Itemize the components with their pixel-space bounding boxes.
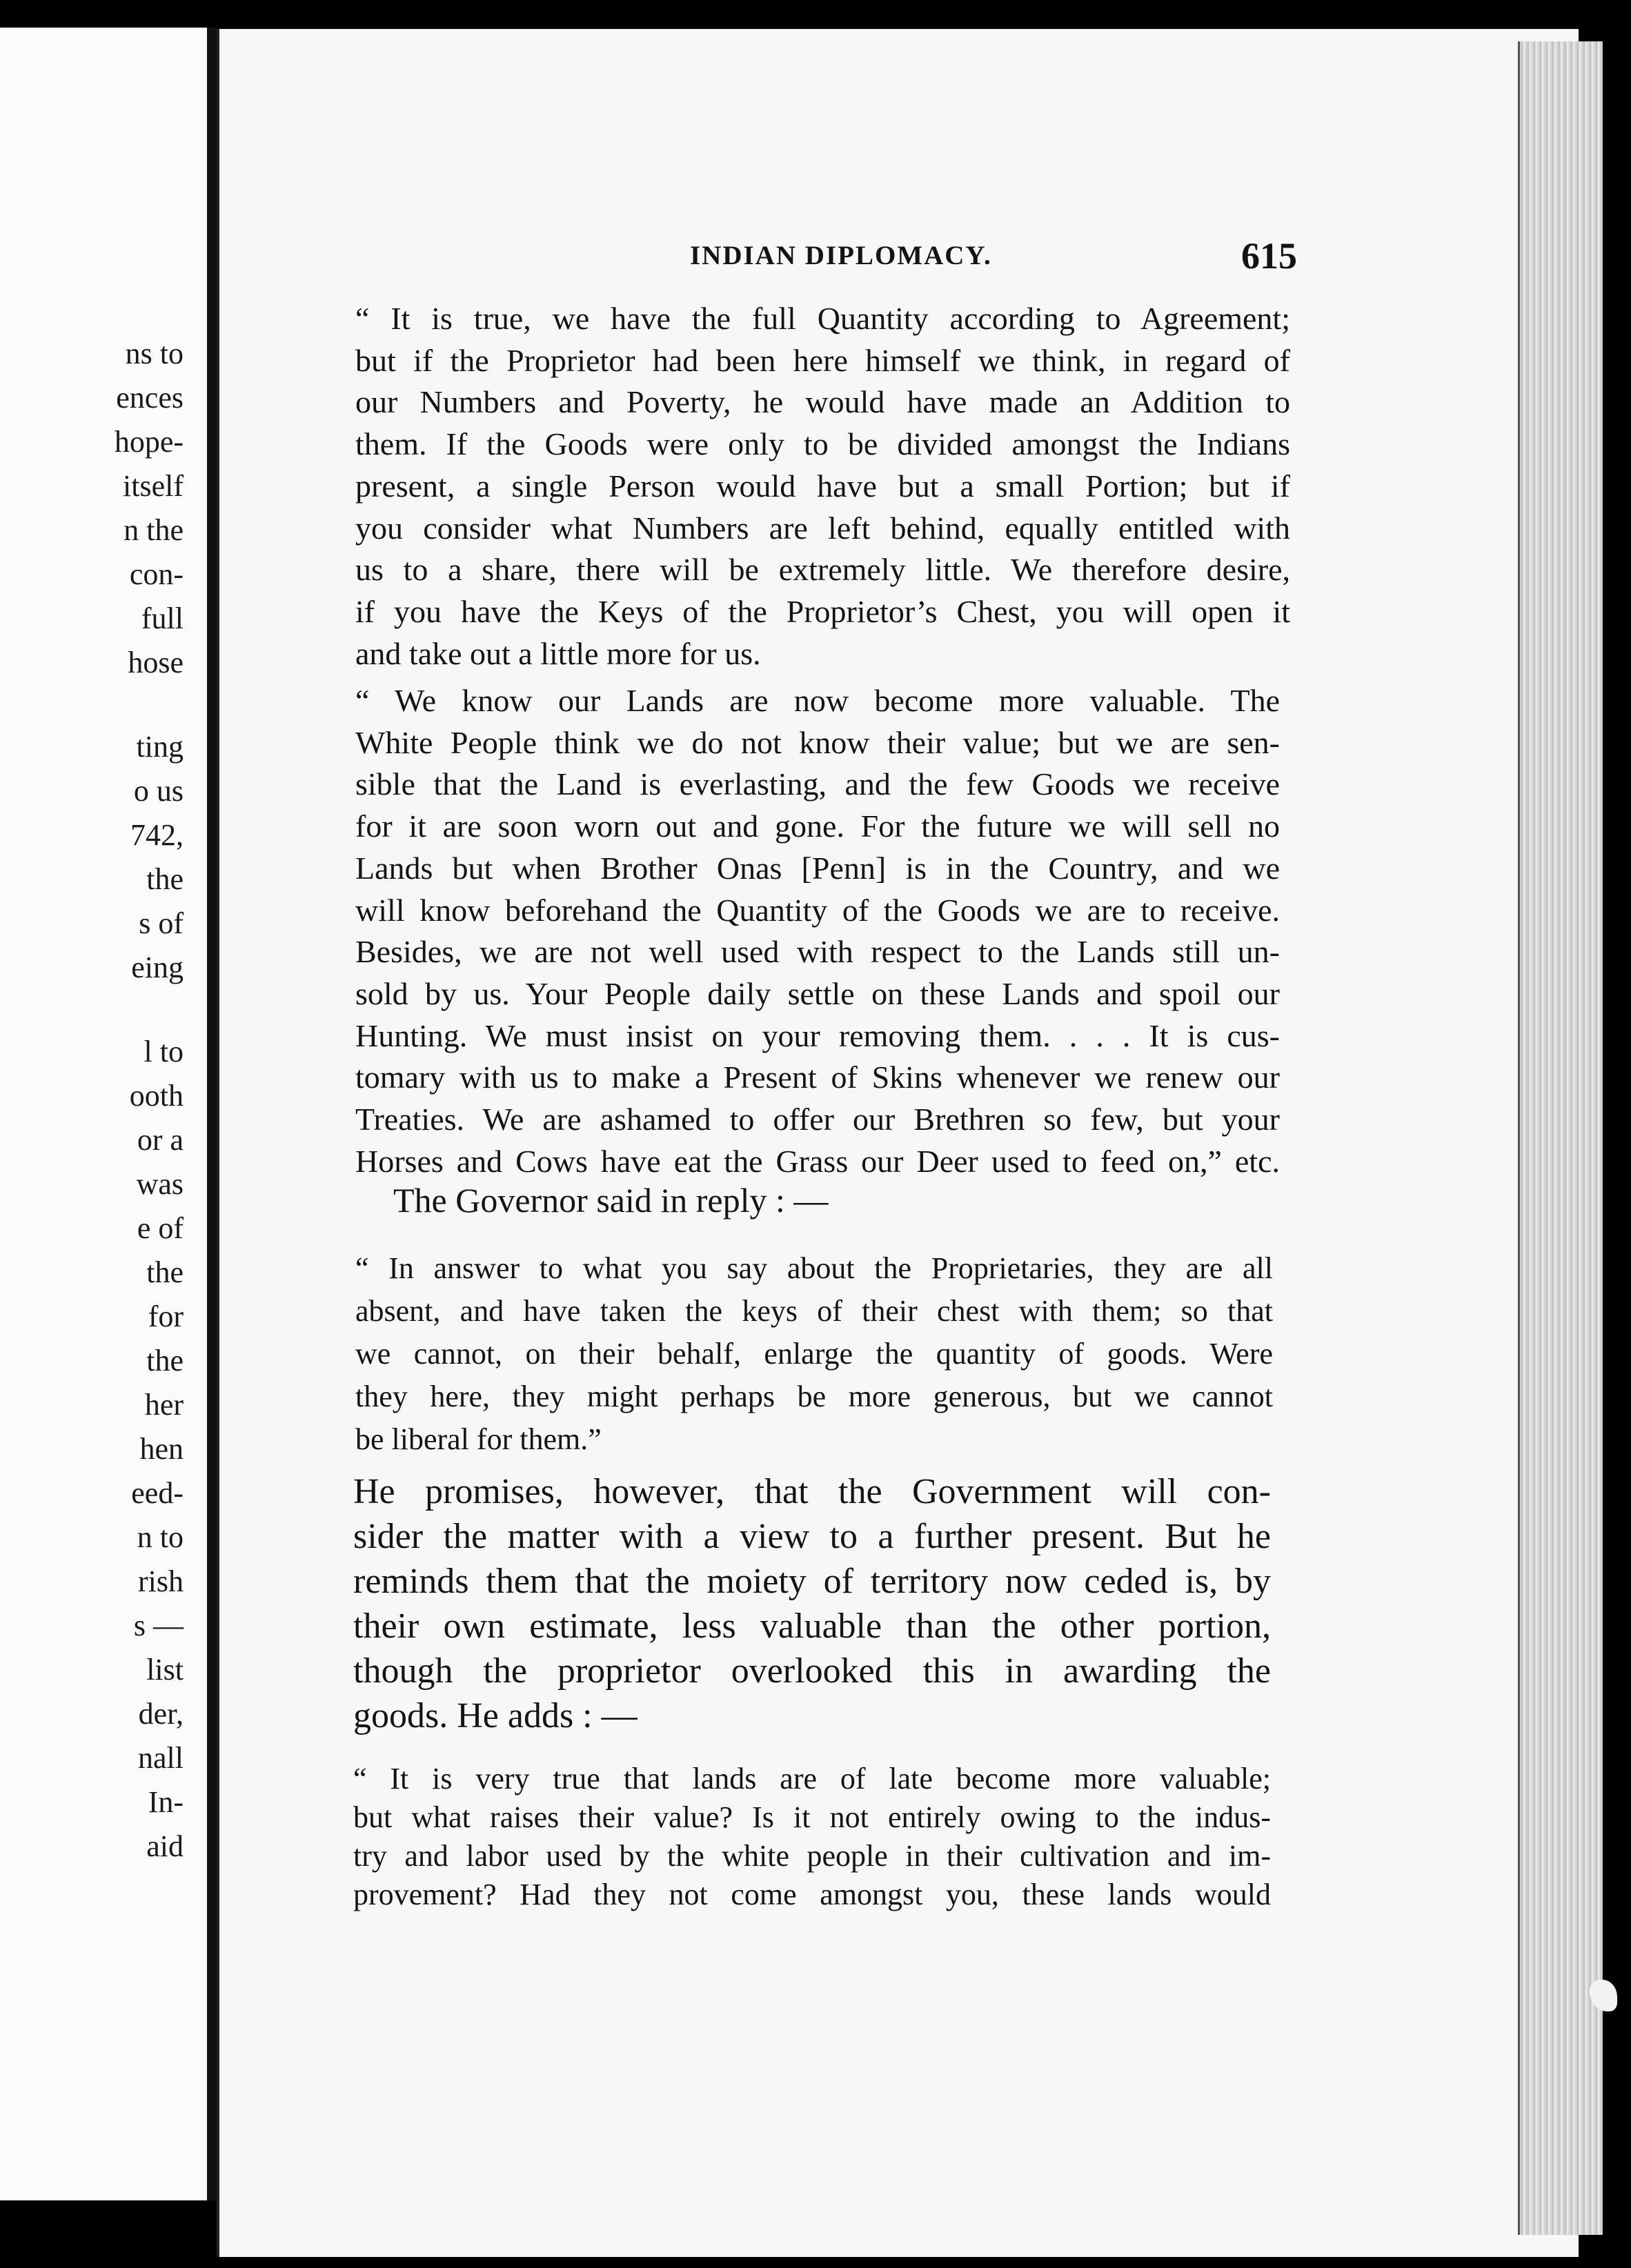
page-stack-edge [1518, 41, 1603, 2235]
text-line: reminds them that the moiety of territory now ceded is, by [353, 1562, 1271, 1601]
left-fragment: full [141, 601, 184, 635]
text-line: Lands but when Brother Onas [Penn] is in the Country, and we [355, 850, 1280, 886]
text-line: will know beforehand the Quantity of the Goods we are to receive. [355, 892, 1280, 928]
text-line: sible that the Land is everlasting, and the few Goods we receive [355, 766, 1280, 802]
governor-reply-heading [393, 1180, 945, 1221]
quote-paragraph-3 [355, 1247, 1273, 1461]
text-line: “ It is true, we have the full Quantity according to Agreement; [355, 301, 1290, 336]
running-head: INDIAN DIPLOMACY. [690, 241, 992, 270]
left-fragment: s — [133, 1609, 184, 1642]
left-fragment: for [148, 1300, 184, 1333]
text-line: Horses and Cows have eat the Grass our Deer used to feed on,” etc. [355, 1143, 1280, 1179]
left-fragment: the [146, 1344, 184, 1377]
left-fragment: or a [137, 1123, 184, 1157]
text-line: for it are soon worn out and gone. For the future we will sell no [355, 808, 1280, 844]
left-fragment: ooth [129, 1079, 184, 1113]
text-line: “ It is very true that lands are of late become more valuable; [353, 1762, 1271, 1796]
left-fragment: n the [123, 513, 184, 547]
text-line: them. If the Goods were only to be divided amongst the Indians [355, 426, 1290, 462]
text-line: goods. He adds : — [353, 1696, 637, 1735]
text-line: our Numbers and Poverty, he would have made an Addition to [355, 384, 1290, 420]
left-fragment: ting [136, 730, 184, 764]
previous-page-edge [0, 28, 217, 2200]
text-line: He promises, however, that the Government will con- [353, 1472, 1271, 1511]
text-line: Besides, we are not well used with respect to the Lands still un- [355, 934, 1280, 970]
quote-paragraph-4 [353, 1760, 1271, 1914]
left-fragment: hen [139, 1432, 184, 1466]
text-line: you consider what Numbers are left behind, equally entitled with [355, 510, 1290, 546]
text-line: Treaties. We are ashamed to offer our Brethren so few, but your [355, 1102, 1280, 1137]
text-line: provement? Had they not come amongst you, these lands would [353, 1878, 1271, 1911]
text-line: they here, they might perhaps be more generous, but we cannot [355, 1380, 1273, 1413]
text-line: and take out a little more for us. [355, 635, 761, 671]
left-fragment: ences [116, 381, 184, 415]
left-fragment: ns to [125, 337, 184, 370]
left-fragment: In- [148, 1785, 184, 1819]
text-line: we cannot, on their behalf, enlarge the quantity of goods. Were [355, 1337, 1273, 1371]
body-paragraph [353, 1469, 1271, 1738]
left-fragment: s of [139, 906, 184, 940]
text-line: Hunting. We must insist on your removing them. . . . It is cus- [355, 1017, 1280, 1053]
text-line: if you have the Keys of the Proprietor’s Chest, you will open it [355, 593, 1290, 629]
text-line: absent, and have taken the keys of their chest with them; so that [355, 1294, 1273, 1328]
left-fragment: con- [129, 557, 184, 591]
page-header [690, 235, 1297, 281]
text-line: us to a share, there will be extremely little. We therefore desire, [355, 552, 1290, 588]
text-line: sold by us. Your People daily settle on these Lands and spoil our [355, 975, 1280, 1011]
left-fragment: o us [133, 774, 184, 808]
left-fragment: the [146, 1255, 184, 1289]
text-line: but what raises their value? Is it not entirely owing to the indus- [353, 1800, 1271, 1834]
left-fragment: e of [137, 1211, 184, 1245]
text-line: “ In answer to what you say about the Proprietaries, they are all [355, 1251, 1273, 1285]
left-fragment: n to [137, 1520, 184, 1554]
left-fragment: eed- [131, 1476, 184, 1510]
left-fragment: hope- [114, 425, 184, 459]
text-line: sider the matter with a view to a further present. But he [353, 1517, 1271, 1556]
left-fragment: rish [138, 1564, 184, 1598]
left-fragment: l to [144, 1035, 184, 1068]
text-line: try and labor used by the white people in their cultivation and im- [353, 1839, 1271, 1873]
text-line: their own estimate, less valuable than the other portion, [353, 1606, 1271, 1646]
text-line: be liberal for them.” [355, 1422, 602, 1456]
left-fragment: her [144, 1388, 184, 1422]
left-fragment: der, [138, 1697, 184, 1731]
text-line: present, a single Person would have but a small Portion; but if [355, 468, 1290, 504]
left-fragment: hose [128, 646, 184, 679]
left-fragment: aid [146, 1829, 184, 1863]
text-line: The Governor said in reply : — [393, 1181, 829, 1220]
left-fragment: nall [138, 1741, 184, 1775]
text-line: White People think we do not know their value; but we are sen- [355, 724, 1280, 760]
left-fragment: eing [131, 951, 184, 984]
left-fragment: itself [123, 469, 184, 503]
quote-paragraph-1 [355, 298, 1290, 675]
text-line: “ We know our Lands are now become more valuable. The [355, 683, 1280, 718]
text-line: but if the Proprietor had been here himself we think, in regard of [355, 342, 1290, 378]
left-fragment: list [146, 1653, 184, 1687]
quote-paragraph-2 [355, 680, 1280, 1182]
left-fragment: was [136, 1167, 184, 1201]
text-line: tomary with us to make a Present of Skins whenever we renew our [355, 1060, 1280, 1095]
page-number: 615 [1241, 235, 1297, 277]
left-fragment: the [146, 862, 184, 896]
left-fragment: 742, [130, 818, 184, 852]
text-line: though the proprietor overlooked this in awarding the [353, 1651, 1271, 1691]
